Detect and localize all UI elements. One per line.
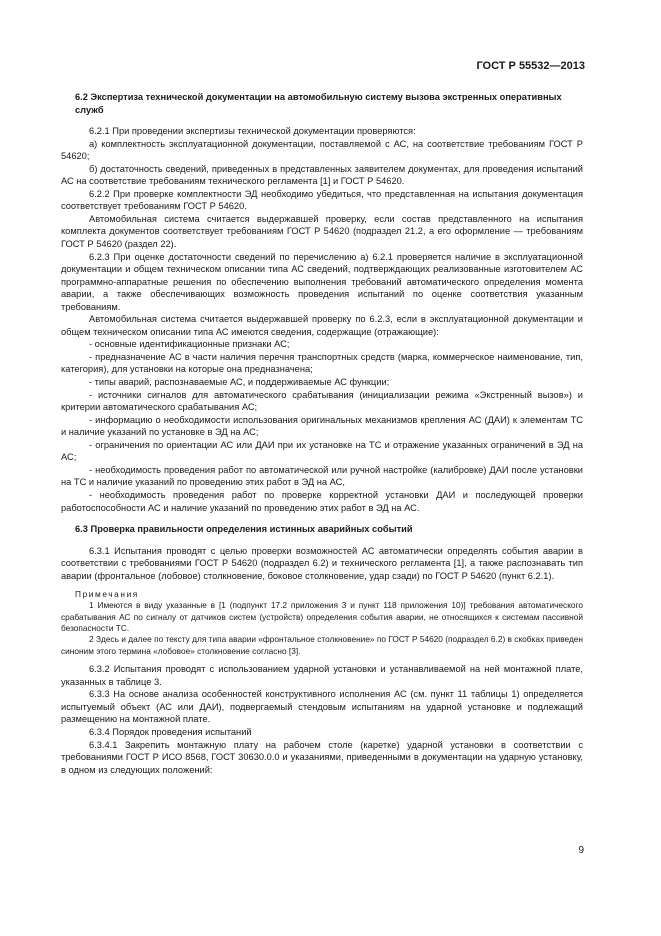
list-item: - необходимость проведения работ по проверке корректной установки ДАИ и последующей проверки работоспособности АС и наличие указаний по проведению этих работ в ЭД на АС. — [61, 489, 583, 513]
standard-number: ГОСТ Р 55532—2013 — [476, 60, 585, 72]
section-heading-6-3: 6.3 Проверка правильности определения истинных аварийных событий — [75, 524, 413, 535]
list-item: - предназначение АС в части наличия перечня транспортных средств (марка, коммерческое наименование, тип, категория), для установки на которые она предназначена; — [61, 351, 583, 375]
page-number: 9 — [578, 845, 584, 856]
list-item: - ограничения по ориентации АС или ДАИ при их установке на ТС и отражение указанных ограничений в ЭД на АС; — [61, 439, 583, 463]
note: 1 Имеются в виду указанные в [1 (подпункт 17.2 приложения 3 и пункт 118 приложения 10)] требования автоматического срабатывания АС по сигналу от датчиков систем (устройств) определения события аварии, не относящихся к системам пассивной безопасности ТС. — [61, 600, 583, 634]
paragraph: Автомобильная система считается выдержавшей проверку по 6.2.3, если в эксплуатационной документации и общем техническом описании типа АС имеются сведения, содержащие (отражающие): — [61, 314, 583, 337]
paragraph: Автомобильная система считается выдержавшей проверку, если состав представленного на испытания комплекта документов соответствует требованиям ГОСТ Р 54620 (подраздел 21.2, а его оформление — требованиям ГОСТ Р 54620 (раздел 22). — [61, 213, 583, 250]
paragraph: б) достаточность сведений, приведенных в представленных заявителем документах, для проведения испытаний АС на соответствие требованиям технического регламента [1] и ГОСТ Р 54620. — [61, 163, 583, 187]
note: 2 Здесь и далее по тексту для типа аварии «фронтальное столкновение» по ГОСТ Р 54620 (подраздел 6.2) в скобках приведен синоним этого термина «лобовое» столкновение согласно [3]. — [61, 634, 583, 656]
list-item: - информацию о необходимости использования оригинальных механизмов крепления АС (ДАИ) к элементам ТС и наличие указаний по установке в ЭД на АС; — [61, 414, 583, 438]
list-item: - источники сигналов для автоматического срабатывания (инициализации режима «Экстренный вызов») и критерии автоматического срабатывания АС; — [61, 389, 583, 413]
paragraph: 6.2.3 При оценке достаточности сведений по перечислению а) 6.2.1 проверяется наличие в эксплуатационной документации и общем техническом описании типа АС сведений, подтверждающих реализованные изготовителем АС программно-аппаратные решения по обеспечению выполнения требований автоматического определения момента аварии, а также обеспечивающих возможность проведения испытаний по оценке соответствия указанным требованиям. — [61, 251, 583, 312]
section-heading-6-2: 6.2 Экспертиза технической документации на автомобильную систему вызова экстренных оперативных служб — [75, 92, 562, 115]
paragraph: 6.2.1 При проведении экспертизы технической документации проверяются: — [89, 126, 416, 137]
paragraph: 6.3.3 На основе анализа особенностей конструктивного исполнения АС (см. пункт 11 таблицы 1) определяется испытуемый объект (АС или ДАИ), подвергаемый стендовым испытаниям на ударной установке и подлежащий размещению на монтажной плате. — [61, 689, 583, 725]
list-item: - основные идентификационные признаки АС; — [89, 339, 290, 350]
page-content — [61, 91, 583, 776]
paragraph: 6.3.1 Испытания проводят с целью проверки возможностей АС автоматически определять события аварии в соответствии с требованиями ГОСТ Р 54620 (подраздел 6.2) и технического регламента [1], а также распознавать тип аварии (фронтальное (лобовое) столкновение, боковое столкновение, удар сзади) по ГОСТ Р 54620 (пункт 6.2.1). — [61, 545, 583, 581]
paragraph: а) комплектность эксплуатационной документации, поставляемой с АС, на соответствие требованиям ГОСТ Р 54620; — [61, 138, 583, 162]
paragraph: 6.3.4 Порядок проведения испытаний — [89, 727, 252, 737]
paragraph: 6.3.2 Испытания проводят с использованием ударной установки и устанавливаемой на ней монтажной плате, указанных в таблице 3. — [61, 664, 583, 687]
paragraph: 6.3.4.1 Закрепить монтажную плату на рабочем столе (каретке) ударной установки в соответствии с требованиями ГОСТ Р ИСО 8568, ГОСТ 30630.0.0 и указаниями, приведенными в документации на ударную установку, в одном из следующих положений: — [61, 739, 583, 775]
list-item: - типы аварий, распознаваемые АС, и поддерживаемые АС функции; — [89, 377, 390, 388]
paragraph: 6.2.2 При проверке комплектности ЭД необходимо убедиться, что представленная на испытания документация соответствует требованиям ГОСТ Р 54620. — [61, 188, 583, 212]
notes-title: Примечания — [75, 589, 139, 600]
list-item: - необходимость проведения работ по автоматической или ручной настройке (калибровке) ДАИ после установки на ТС и наличие указаний по проведению этих работ в ЭД на АС, — [61, 464, 583, 488]
